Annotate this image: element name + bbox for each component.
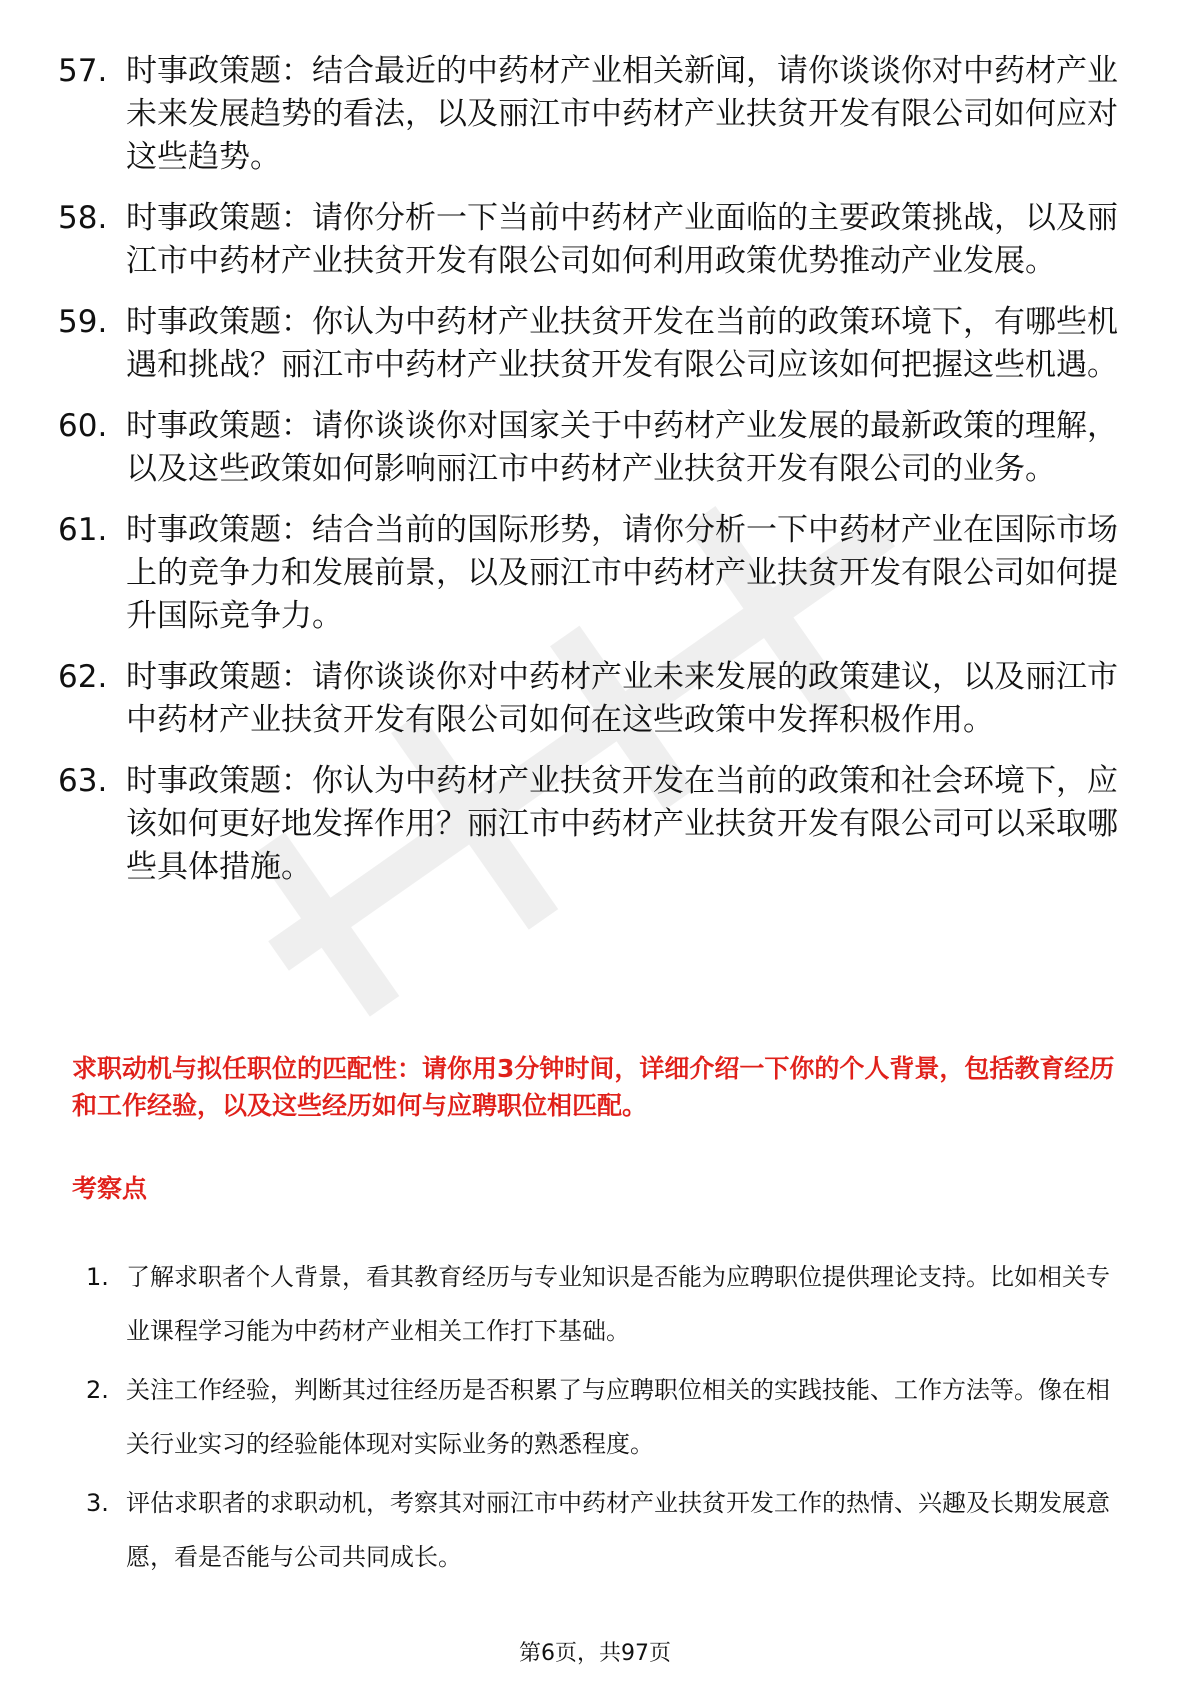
point-number: 1. xyxy=(86,1263,109,1291)
question-item xyxy=(58,50,1118,179)
question-number: 61. xyxy=(58,512,108,548)
question-number: 58. xyxy=(58,200,108,236)
question-item xyxy=(58,760,1118,889)
question-number: 60. xyxy=(58,408,108,444)
question-text: 时事政策题：你认为中药材产业扶贫开发在当前的政策环境下，有哪些机遇和挑战？丽江市中药材产业扶贫开发有限公司应该如何把握这些机遇。 xyxy=(126,304,1118,383)
question-number: 59. xyxy=(58,304,108,340)
question-item xyxy=(58,656,1118,742)
question-text: 时事政策题：请你分析一下当前中药材产业面临的主要政策挑战，以及丽江市中药材产业扶贫开发有限公司如何利用政策优势推动产业发展。 xyxy=(126,200,1118,279)
page-footer: 第6页，共97页 xyxy=(519,1641,671,1666)
question-item xyxy=(58,509,1118,638)
assessment-point xyxy=(86,1250,1126,1358)
point-text: 关注工作经验，判断其过往经历是否积累了与应聘职位相关的实践技能、工作方法等。像在相关行业实习的经验能体现对实际业务的熟悉程度。 xyxy=(126,1376,1110,1458)
question-text: 时事政策题：请你谈谈你对国家关于中药材产业发展的最新政策的理解，以及这些政策如何影响丽江市中药材产业扶贫开发有限公司的业务。 xyxy=(126,408,1118,487)
point-text: 了解求职者个人背景，看其教育经历与专业知识是否能为应聘职位提供理论支持。比如相关专业课程学习能为中药材产业相关工作打下基础。 xyxy=(126,1263,1110,1345)
question-text: 时事政策题：你认为中药材产业扶贫开发在当前的政策和社会环境下，应该如何更好地发挥作用？丽江市中药材产业扶贫开发有限公司可以采取哪些具体措施。 xyxy=(126,763,1118,885)
question-item xyxy=(58,405,1118,491)
question-number: 57. xyxy=(58,53,108,89)
point-number: 2. xyxy=(86,1376,109,1404)
question-number: 63. xyxy=(58,763,108,799)
question-list xyxy=(58,50,1118,907)
question-text: 时事政策题：结合当前的国际形势，请你分析一下中药材产业在国际市场上的竞争力和发展前景，以及丽江市中药材产业扶贫开发有限公司如何提升国际竞争力。 xyxy=(126,512,1118,634)
question-number: 62. xyxy=(58,659,108,695)
assessment-point xyxy=(86,1363,1126,1471)
motive-question: 求职动机与拟任职位的匹配性：请你用3分钟时间，详细介绍一下你的个人背景，包括教育经历和工作经验，以及这些经历如何与应聘职位相匹配。 xyxy=(72,1054,1115,1120)
point-text: 评估求职者的求职动机，考察其对丽江市中药材产业扶贫开发工作的热情、兴趣及长期发展意愿，看是否能与公司共同成长。 xyxy=(126,1489,1110,1571)
assessment-point xyxy=(86,1476,1126,1584)
question-text: 时事政策题：请你谈谈你对中药材产业未来发展的政策建议，以及丽江市中药材产业扶贫开发有限公司如何在这些政策中发挥积极作用。 xyxy=(126,659,1118,738)
question-item xyxy=(58,301,1118,387)
question-item xyxy=(58,197,1118,283)
assessment-points-heading: 考察点 xyxy=(72,1174,148,1203)
assessment-points-list xyxy=(86,1250,1126,1589)
point-number: 3. xyxy=(86,1489,109,1517)
question-text: 时事政策题：结合最近的中药材产业相关新闻，请你谈谈你对中药材产业未来发展趋势的看法，以及丽江市中药材产业扶贫开发有限公司如何应对这些趋势。 xyxy=(126,53,1118,175)
